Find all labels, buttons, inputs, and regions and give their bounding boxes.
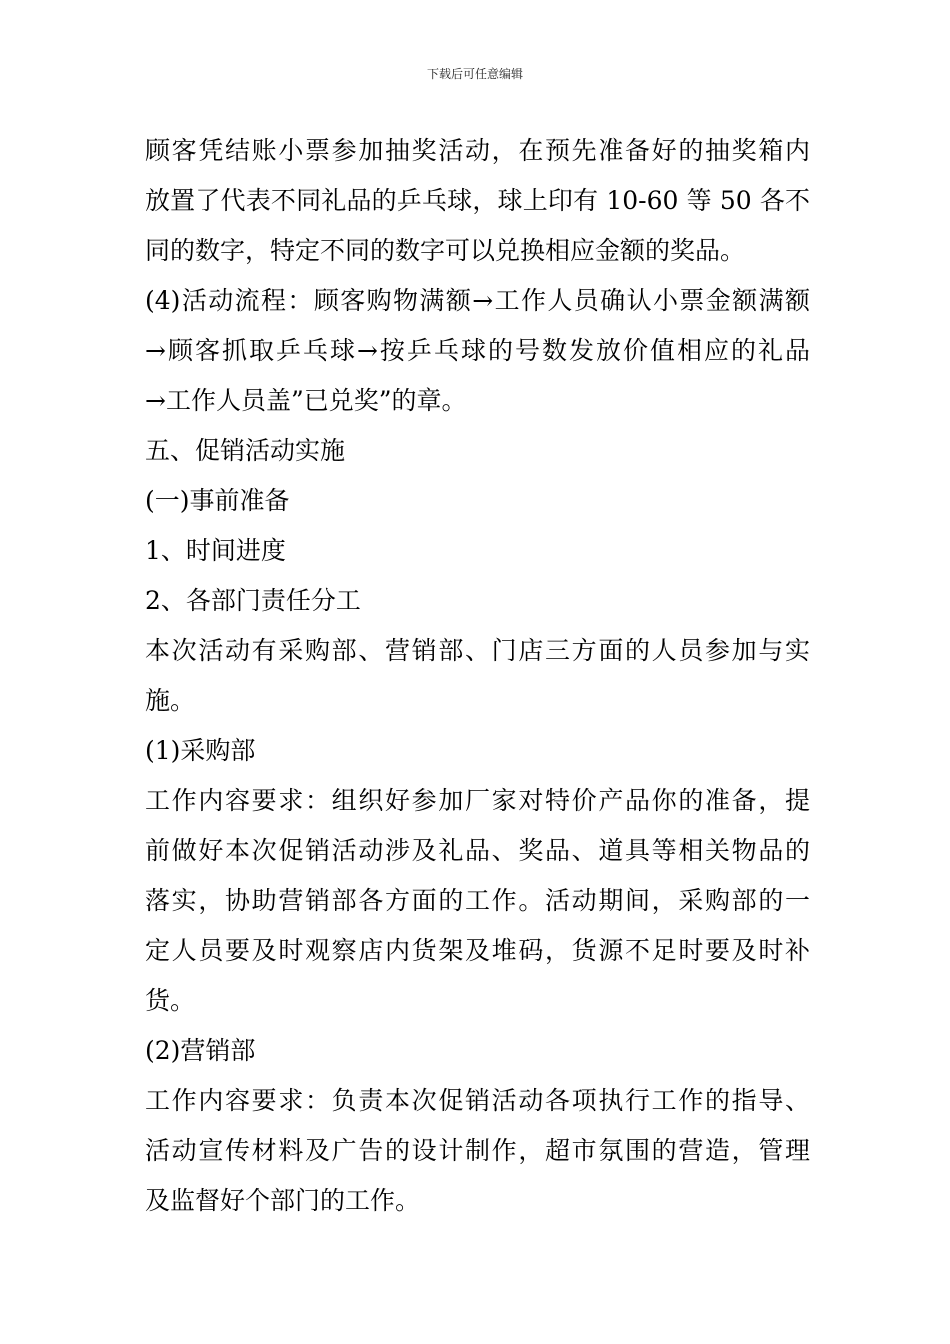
paragraph-line: 落实，协助营销部各方面的工作。活动期间，采购部的一 <box>145 886 810 915</box>
paragraph-line: 工作内容要求：负责本次促销活动各项执行工作的指导、 <box>145 1086 810 1115</box>
department-heading: (1)采购部 <box>145 736 256 765</box>
paragraph-line: 货。 <box>145 986 196 1015</box>
paragraph-line: 活动宣传材料及广告的设计制作，超市氛围的营造，管理 <box>145 1136 810 1165</box>
paragraph-line: →工作人员盖”已兑奖”的章。 <box>145 386 467 415</box>
subsection-heading: (一)事前准备 <box>145 486 290 515</box>
paragraph-line: 同的数字，特定不同的数字可以兑换相应金额的奖品。 <box>145 236 746 265</box>
document-body <box>145 126 810 1226</box>
paragraph-line: 前做好本次促销活动涉及礼品、奖品、道具等相关物品的 <box>145 836 810 865</box>
paragraph-line: (4)活动流程：顾客购物满额→工作人员确认小票金额满额 <box>145 286 810 315</box>
item-heading: 1、时间进度 <box>145 536 286 565</box>
paragraph-line: 工作内容要求：组织好参加厂家对特价产品你的准备，提 <box>145 786 810 815</box>
paragraph-line: 定人员要及时观察店内货架及堆码，货源不足时要及时补 <box>145 936 810 965</box>
page-header: 下载后可任意编辑 <box>426 67 523 81</box>
paragraph-line: 放置了代表不同礼品的乒乓球，球上印有 10-60 等 50 各不 <box>145 186 810 215</box>
paragraph-line: 及监督好个部门的工作。 <box>145 1186 421 1215</box>
paragraph-line: →顾客抓取乒乓球→按乒乓球的号数发放价值相应的礼品 <box>145 336 810 365</box>
department-heading: (2)营销部 <box>145 1036 256 1065</box>
section-heading: 五、促销活动实施 <box>145 436 346 465</box>
paragraph-line: 本次活动有采购部、营销部、门店三方面的人员参加与实 <box>145 636 810 665</box>
paragraph-line: 施。 <box>145 686 196 715</box>
item-heading: 2、各部门责任分工 <box>145 586 361 615</box>
paragraph-line: 顾客凭结账小票参加抽奖活动，在预先准备好的抽奖箱内 <box>145 136 810 165</box>
